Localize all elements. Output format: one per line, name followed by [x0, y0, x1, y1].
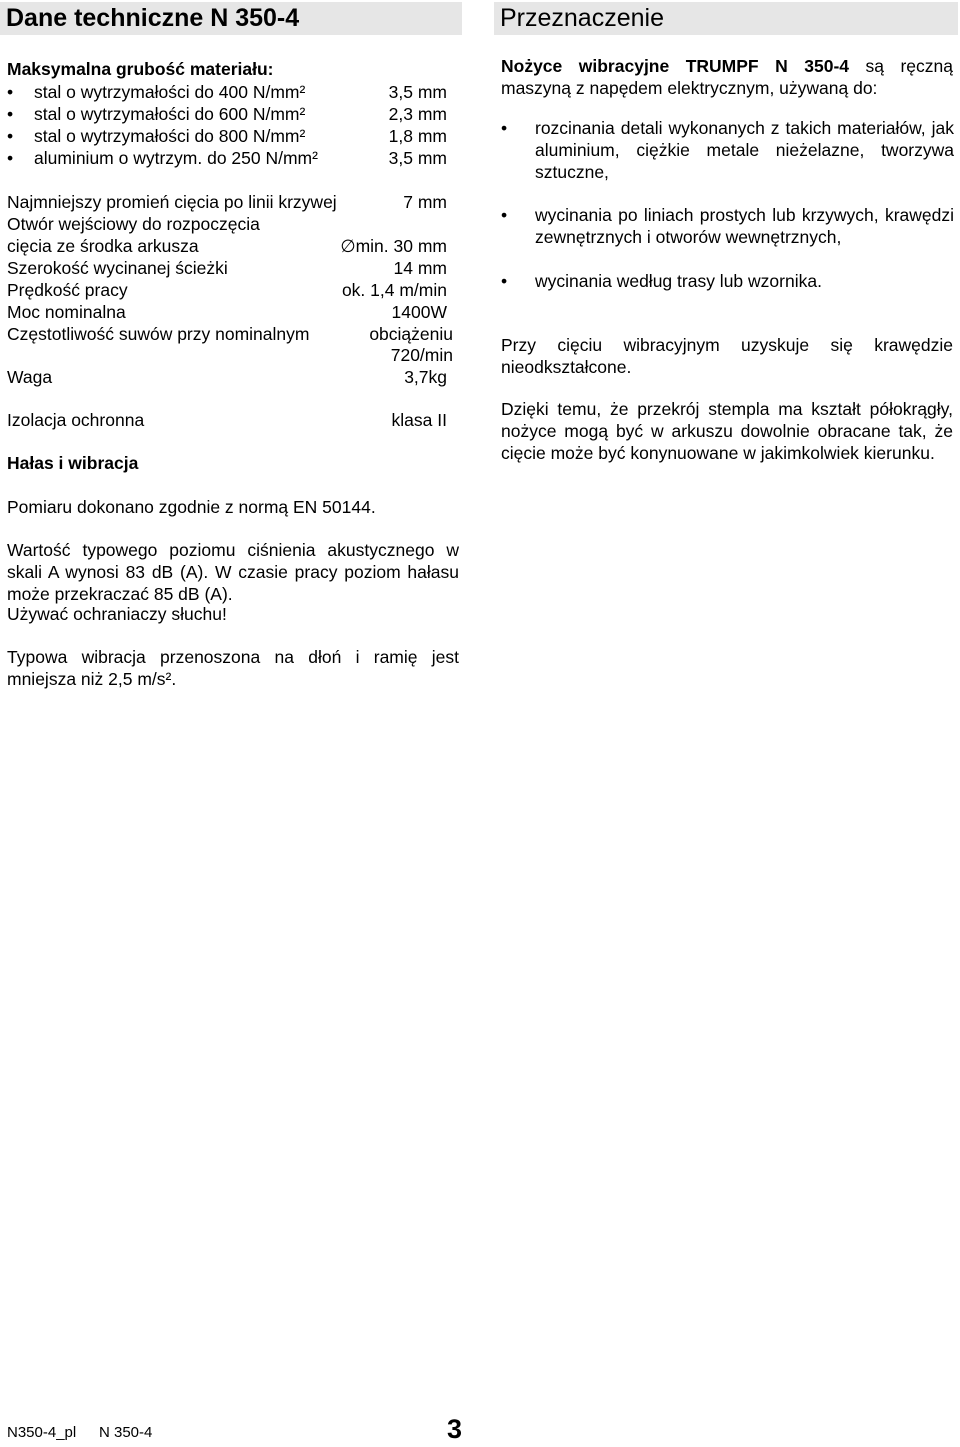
footer-model: N 350-4	[99, 1424, 153, 1441]
spec-row-insulation	[7, 409, 447, 431]
use-list-item-text: rozcinania detali wykonanych z takich materiałów, jak aluminium, ciężkie metale nieżelazne, tworzywa sztuczne,	[535, 118, 954, 182]
cut-edge-paragraph: Przy cięciu wibracyjnym uzyskuje się krawędzie nieodkształcone.	[501, 335, 953, 377]
spec-label-end: obciążeniu	[369, 324, 453, 344]
thickness-item-value: 2,3 mm	[388, 104, 447, 124]
page-number: 3	[447, 1414, 463, 1444]
spec-value: 14 mm	[393, 258, 447, 278]
thickness-item	[7, 81, 447, 103]
spec-label: Izolacja ochronna	[7, 410, 145, 430]
spec-label: Otwór wejściowy do rozpoczęcia	[7, 214, 260, 234]
footer-doc-code: N350-4_pl	[7, 1424, 77, 1441]
section-heading-technical-data: Dane techniczne N 350-4	[0, 2, 462, 35]
spec-label: Moc nominalna	[7, 302, 126, 322]
spec-value: 720/min	[390, 345, 453, 365]
thickness-item-label: stal o wytrzymałości do 800 N/mm²	[34, 126, 306, 146]
max-thickness-title: Maksymalna grubość materiału:	[7, 59, 274, 79]
thickness-item-value: 3,5 mm	[388, 148, 447, 168]
use-list-item-text: wycinania po liniach prostych lub krzywych, krawędzi zewnętrznych i otworów wewnętrznych,	[535, 205, 954, 247]
thickness-item-value: 1,8 mm	[388, 126, 447, 146]
spec-row-stroke-rate-value	[7, 344, 453, 366]
spec-row-entry-hole-label	[7, 213, 447, 235]
spec-label: cięcia ze środka arkusza	[7, 236, 199, 256]
bullet-icon: •	[7, 82, 14, 102]
spec-value: 3,7kg	[404, 367, 447, 387]
bullet-icon: •	[501, 205, 508, 225]
spec-row-stroke-rate	[7, 323, 453, 345]
noise-standard-paragraph: Pomiaru dokonano zgodnie z normą EN 50144.	[7, 497, 376, 517]
product-name: Nożyce wibracyjne TRUMPF N 350-4	[501, 56, 850, 76]
punch-shape-paragraph: Dzięki temu, że przekrój stempla ma kształt półokrągły, nożyce mogą być w arkuszu dowolnie obracane tak, że cięcie może być konynuowane w jakimkolwiek kierunku.	[501, 399, 953, 463]
spec-label: Szerokość wycinanej ścieżki	[7, 258, 228, 278]
spec-label: Waga	[7, 367, 53, 387]
spec-value: ∅min. 30 mm	[340, 236, 447, 256]
spec-label: Prędkość pracy	[7, 280, 128, 300]
section-heading-intended-use: Przeznaczenie	[494, 2, 958, 35]
bullet-icon: •	[501, 271, 508, 291]
spec-row-power	[7, 301, 447, 323]
spec-label: Najmniejszy promień cięcia po linii krzywej	[7, 192, 337, 212]
spec-row-min-radius	[7, 191, 447, 213]
spec-value: 7 mm	[403, 192, 447, 212]
thickness-item-label: aluminium o wytrzym. do 250 N/mm²	[34, 148, 318, 168]
thickness-item	[7, 147, 447, 169]
thickness-item-label: stal o wytrzymałości do 600 N/mm²	[34, 104, 306, 124]
thickness-item	[7, 125, 447, 147]
spec-label: Częstotliwość suwów przy nominalnym	[7, 324, 310, 344]
thickness-item	[7, 103, 447, 125]
bullet-icon: •	[7, 126, 14, 146]
intended-use-intro	[501, 55, 953, 99]
spec-row-path-width	[7, 257, 447, 279]
use-list-item-text: wycinania według trasy lub wzornika.	[535, 271, 822, 291]
intro-text: są ręczną maszyną z napędem elektrycznym, używaną do:	[501, 56, 954, 98]
spec-value: 1400W	[391, 302, 447, 322]
bullet-icon: •	[7, 148, 14, 168]
thickness-item-label: stal o wytrzymałości do 400 N/mm²	[34, 82, 306, 102]
noise-level-paragraph: Wartość typowego poziomu ciśnienia akustycznego w skali A wynosi 83 dB (A). W czasie pracy poziom hałasu może przekraczać 85 dB (A).	[7, 540, 459, 604]
spec-row-weight	[7, 366, 447, 388]
spec-value: ok. 1,4 m/min	[341, 280, 447, 300]
spec-row-entry-hole	[7, 235, 447, 257]
spec-value: klasa II	[391, 410, 447, 430]
spec-row-speed	[7, 279, 447, 301]
thickness-item-value: 3,5 mm	[388, 82, 447, 102]
noise-vibration-title: Hałas i wibracja	[7, 453, 139, 473]
vibration-paragraph: Typowa wibracja przenoszona na dłoń i ramię jest mniejsza niż 2,5 m/s².	[7, 647, 459, 689]
bullet-icon: •	[7, 104, 14, 124]
bullet-icon: •	[501, 118, 508, 138]
hearing-protection-note: Używać ochraniaczy słuchu!	[7, 604, 227, 624]
